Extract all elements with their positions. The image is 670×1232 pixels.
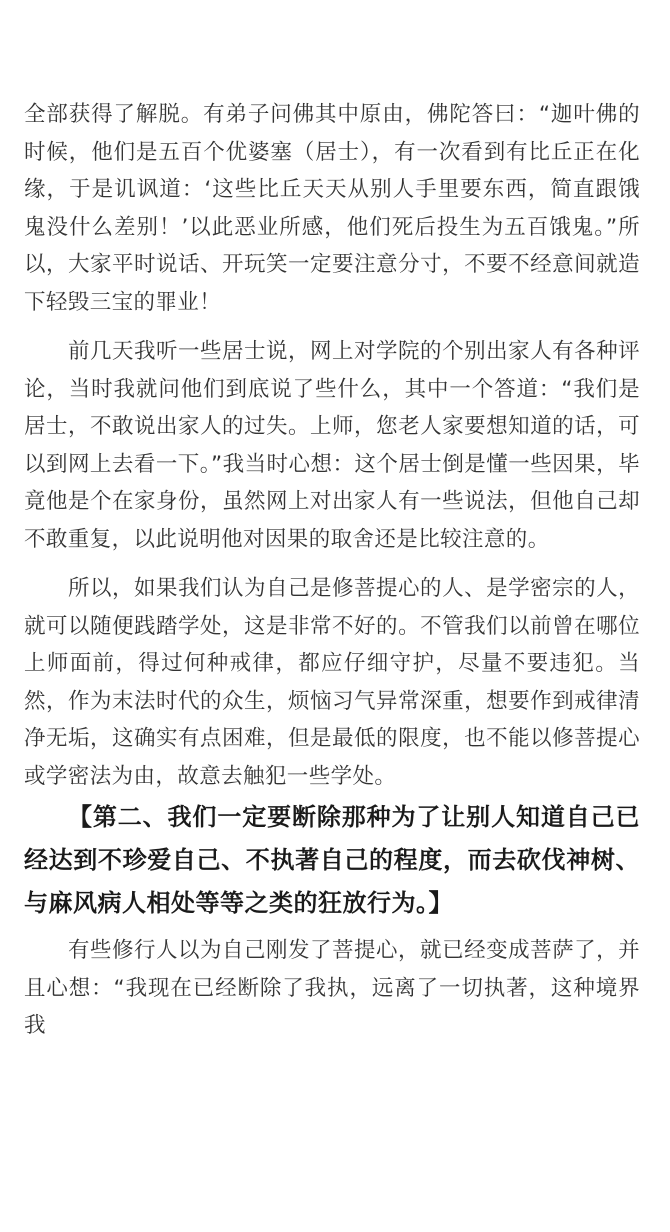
paragraph-4: 有些修行人以为自己刚发了菩提心，就已经变成菩萨了，并且心想：“我现在已经断除了我执，远离了一切执著，这种境界我 xyxy=(24,938,640,1038)
paragraph-3: 所以，如果我们认为自己是修菩提心的人、是学密宗的人，就可以随便践踏学处，这是非常不好的。不管我们以前曾在哪位上师面前，得过何种戒律，都应仔细守护，尽量不要违犯。当然，作为末法时代的众生，烦恼习气异常深重，想要作到戒律清净无垢，这确实有点困难，但是最低的限度，也不能以修菩提心或学密法为由，故意去触犯一些学处。 xyxy=(24,576,640,789)
article-body xyxy=(24,96,640,1045)
section-heading: 【第二、我们一定要断除那种为了让别人知道自己已经达到不珍爱自己、不执著自己的程度，而去砍伐神树、与麻风病人相处等等之类的狂放行为。】 xyxy=(24,802,640,917)
paragraph-1: 全部获得了解脱。有弟子问佛其中原由，佛陀答曰：“迦叶佛的时候，他们是五百个优婆塞（居士），有一次看到有比丘正在化缘，于是讥讽道：‘这些比丘天天从别人手里要东西，简直跟饿鬼没什么差别！’以此恶业所感，他们死后投生为五百饿鬼。”所以，大家平时说话、开玩笑一定要注意分寸，不要不经意间就造下轻毁三宝的罪业！ xyxy=(24,102,640,315)
paragraph-2: 前几天我听一些居士说，网上对学院的个别出家人有各种评论，当时我就问他们到底说了些什么，其中一个答道：“我们是居士，不敢说出家人的过失。上师，您老人家要想知道的话，可以到网上去看一下。”我当时心想：这个居士倒是懂一些因果，毕竟他是个在家身份，虽然网上对出家人有一些说法，但他自己却不敢重复，以此说明他对因果的取舍还是比较注意的。 xyxy=(24,339,640,552)
